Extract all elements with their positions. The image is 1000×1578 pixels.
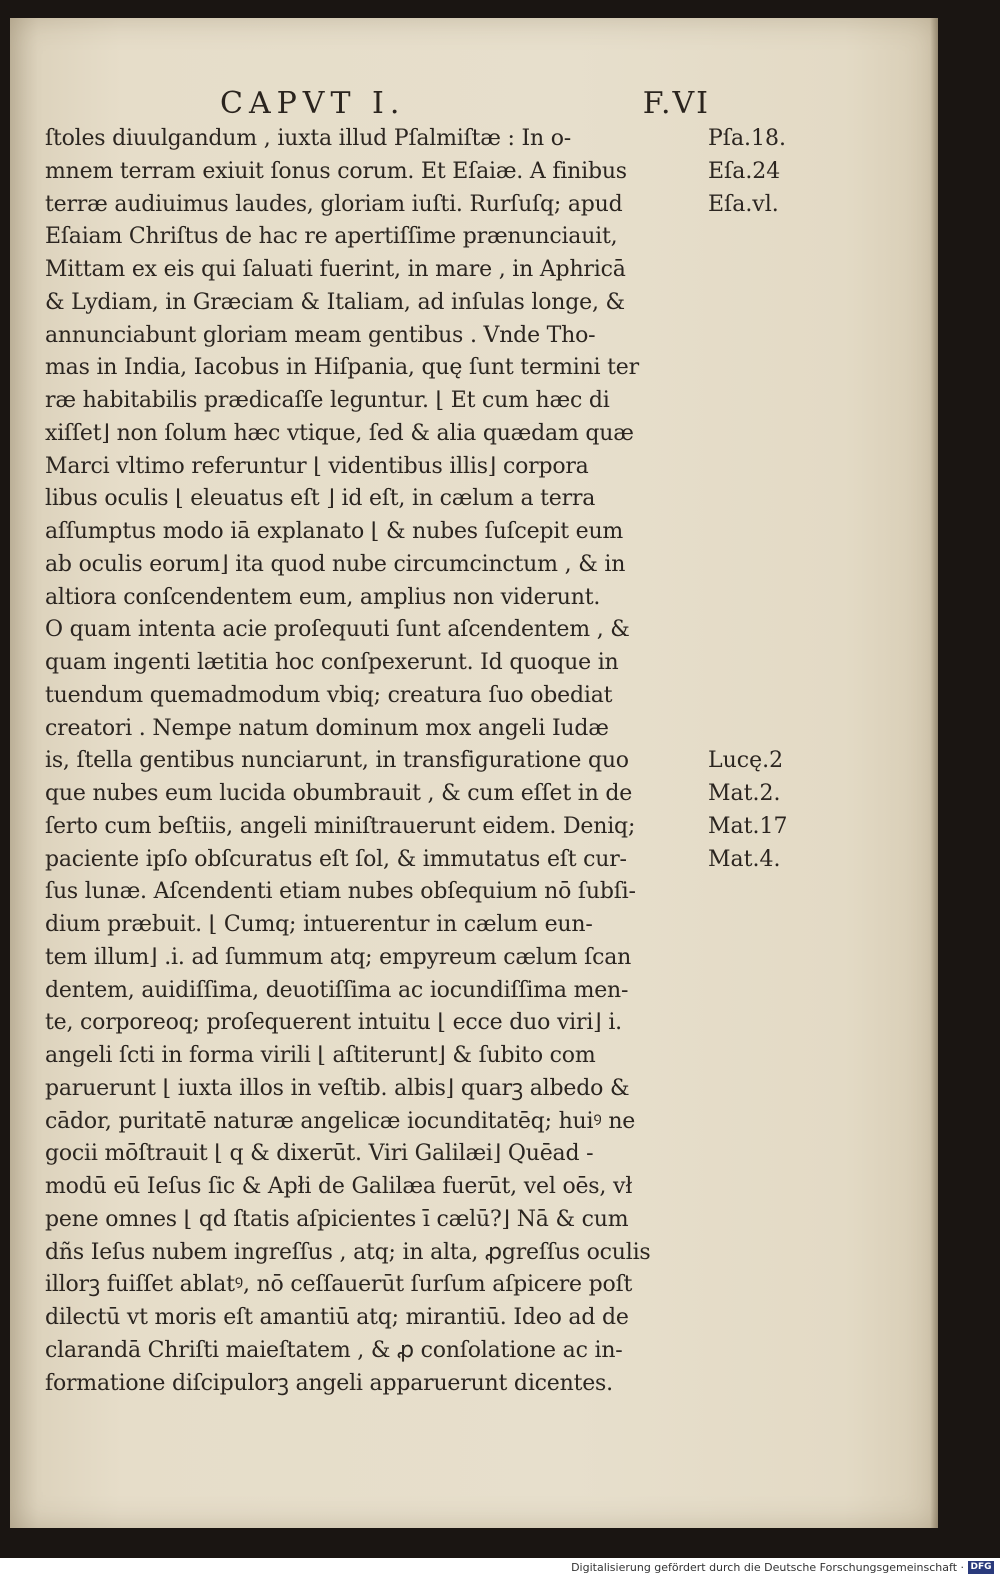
text-line: & Lydiam, in Græciam & Italiam, ad inſulas longe, & (45, 289, 625, 315)
text-line: mnem terram exiuit ſonus corum. Et Eſaiæ. A finibus (45, 158, 627, 184)
marginal-note: Eſa.24 (708, 158, 781, 184)
text-line: ſus lunæ. Aſcendenti etiam nubes obſequium nō ſubſi- (45, 879, 636, 905)
text-line: dñs Ieſus nubem ingreſſus , atq; in alta, ꝓgreſſus oculis (45, 1239, 651, 1265)
text-line: Eſaiam Chriſtus de hac re apertiſſime prænunciauit, (45, 224, 618, 250)
text-line: paciente ipſo obſcuratus eſt ſol, & immutatus eſt cur- (45, 846, 627, 872)
scan-bottom-band (0, 1528, 1000, 1558)
text-line: O quam intenta acie proſequuti ſunt aſcendentem , & (45, 617, 630, 643)
text-line: te, corporeoq; proſequerent intuitu ⌊ ecce duo viri⌋ i. (45, 1010, 622, 1036)
text-line: ab oculis eorum⌋ ita quod nube circumcinctum , & in (45, 551, 626, 577)
footer-credit: Digitalisierung gefördert durch die Deutsche Forschungsgemeinschaft · (571, 1561, 964, 1574)
text-line: formatione diſcipulorꝫ angeli apparuerunt dicentes. (45, 1370, 613, 1396)
text-line: tuendum quemadmodum vbiq; creatura ſuo obediat (45, 682, 613, 708)
text-line: pene omnes ⌊ qd ſtatis aſpicientes ī cælū?⌋ Nā & cum (45, 1206, 629, 1232)
text-line: altiora conſcendentem eum, amplius non viderunt. (45, 584, 601, 610)
text-line: dentem, auidiſſima, deuotiſſima ac iocundiſſima men- (45, 977, 629, 1003)
text-line: mas in India, Iacobus in Hiſpania, quę ſunt termini ter (45, 355, 639, 381)
text-line: cādor, puritatē naturæ angelicæ iocunditatēq; huiꝰ ne (45, 1108, 636, 1134)
text-line: angeli ſcti in forma virili ⌊ aſtiterunt⌋ & ſubito com (45, 1043, 596, 1068)
running-head (220, 86, 710, 126)
marginal-note: Mat.4. (708, 846, 781, 872)
text-line: libus oculis ⌊ eleuatus eſt ⌋ id eſt, in cælum a terra (45, 486, 596, 512)
text-line: terræ audiuimus laudes, gloriam iuſti. Rurſuſq; apud (45, 191, 623, 217)
marginal-note: Mat.17 (708, 813, 788, 839)
text-line: aſſumptus modo iā explanato ⌊ & nubes ſuſcepit eum (45, 519, 624, 544)
folio-signature: F.VI (642, 86, 710, 121)
chapter-heading: CAPVT I. (220, 86, 406, 121)
text-line: Mittam ex eis qui ſaluati fuerint, in mare , in Aphricā (45, 257, 626, 282)
page-edge-shadow (930, 18, 938, 1528)
dfg-logo: DFG (968, 1561, 994, 1574)
text-line: clarandā Chriſti maieſtatem , & ꝓ conſolatione ac in- (45, 1337, 623, 1363)
text-line: tem illum⌋ .i. ad ſummum atq; empyreum cælum ſcan (45, 944, 632, 970)
marginal-note: Mat.2. (708, 781, 781, 806)
text-line: ræ habitabilis prædicaſſe leguntur. ⌊ Et cum hæc di (45, 388, 610, 413)
marginal-note: Eſa.vl. (708, 191, 779, 217)
text-line: modū eū Ieſus ſic & Apłi de Galilæa fuerūt, vel oēs, vł (45, 1174, 633, 1199)
text-line: annunciabunt gloriam meam gentibus . Vnde Tho- (45, 322, 596, 348)
text-line: ſtoles diuulgandum , iuxta illud Pſalmiſtæ : In o- (45, 126, 572, 151)
text-line: gocii mōſtrauit ⌊ q & dixerūt. Viri Galilæi⌋ Quēad - (45, 1141, 594, 1167)
main-text-block (45, 123, 715, 1400)
text-line: is, ſtella gentibus nunciarunt, in transfiguratione quo (45, 748, 629, 774)
marginal-note: Lucę.2 (708, 748, 784, 774)
text-line: que nubes eum lucida obumbrauit , & cum eſſet in de (45, 781, 633, 806)
text-line: dium præbuit. ⌊ Cumq; intuerentur in cælum eun- (45, 912, 593, 937)
text-line: xiſſet⌋ non ſolum hæc vtique, ſed & alia quædam quæ (45, 420, 634, 446)
text-line: illorꝫ fuiſſet ablatꝰ, nō ceſſauerūt ſurſum aſpicere poſt (45, 1272, 633, 1298)
marginal-note: Pſa.18. (708, 126, 787, 151)
text-line: creatori . Nempe natum dominum mox angeli Iudæ (45, 715, 609, 741)
text-line: quam ingenti lætitia hoc conſpexerunt. Id quoque in (45, 650, 619, 675)
text-line: ſerto cum beſtiis, angeli miniſtrauerunt eidem. Deniq; (45, 813, 636, 839)
text-line: dilectū vt moris eſt amantiū atq; mirantiū. Ideo ad de (45, 1305, 629, 1330)
text-line: paruerunt ⌊ iuxta illos in veſtib. albis⌋ quarꝫ albedo & (45, 1075, 630, 1101)
text-line: Marci vltimo referuntur ⌊ videntibus illis⌋ corpora (45, 453, 589, 479)
